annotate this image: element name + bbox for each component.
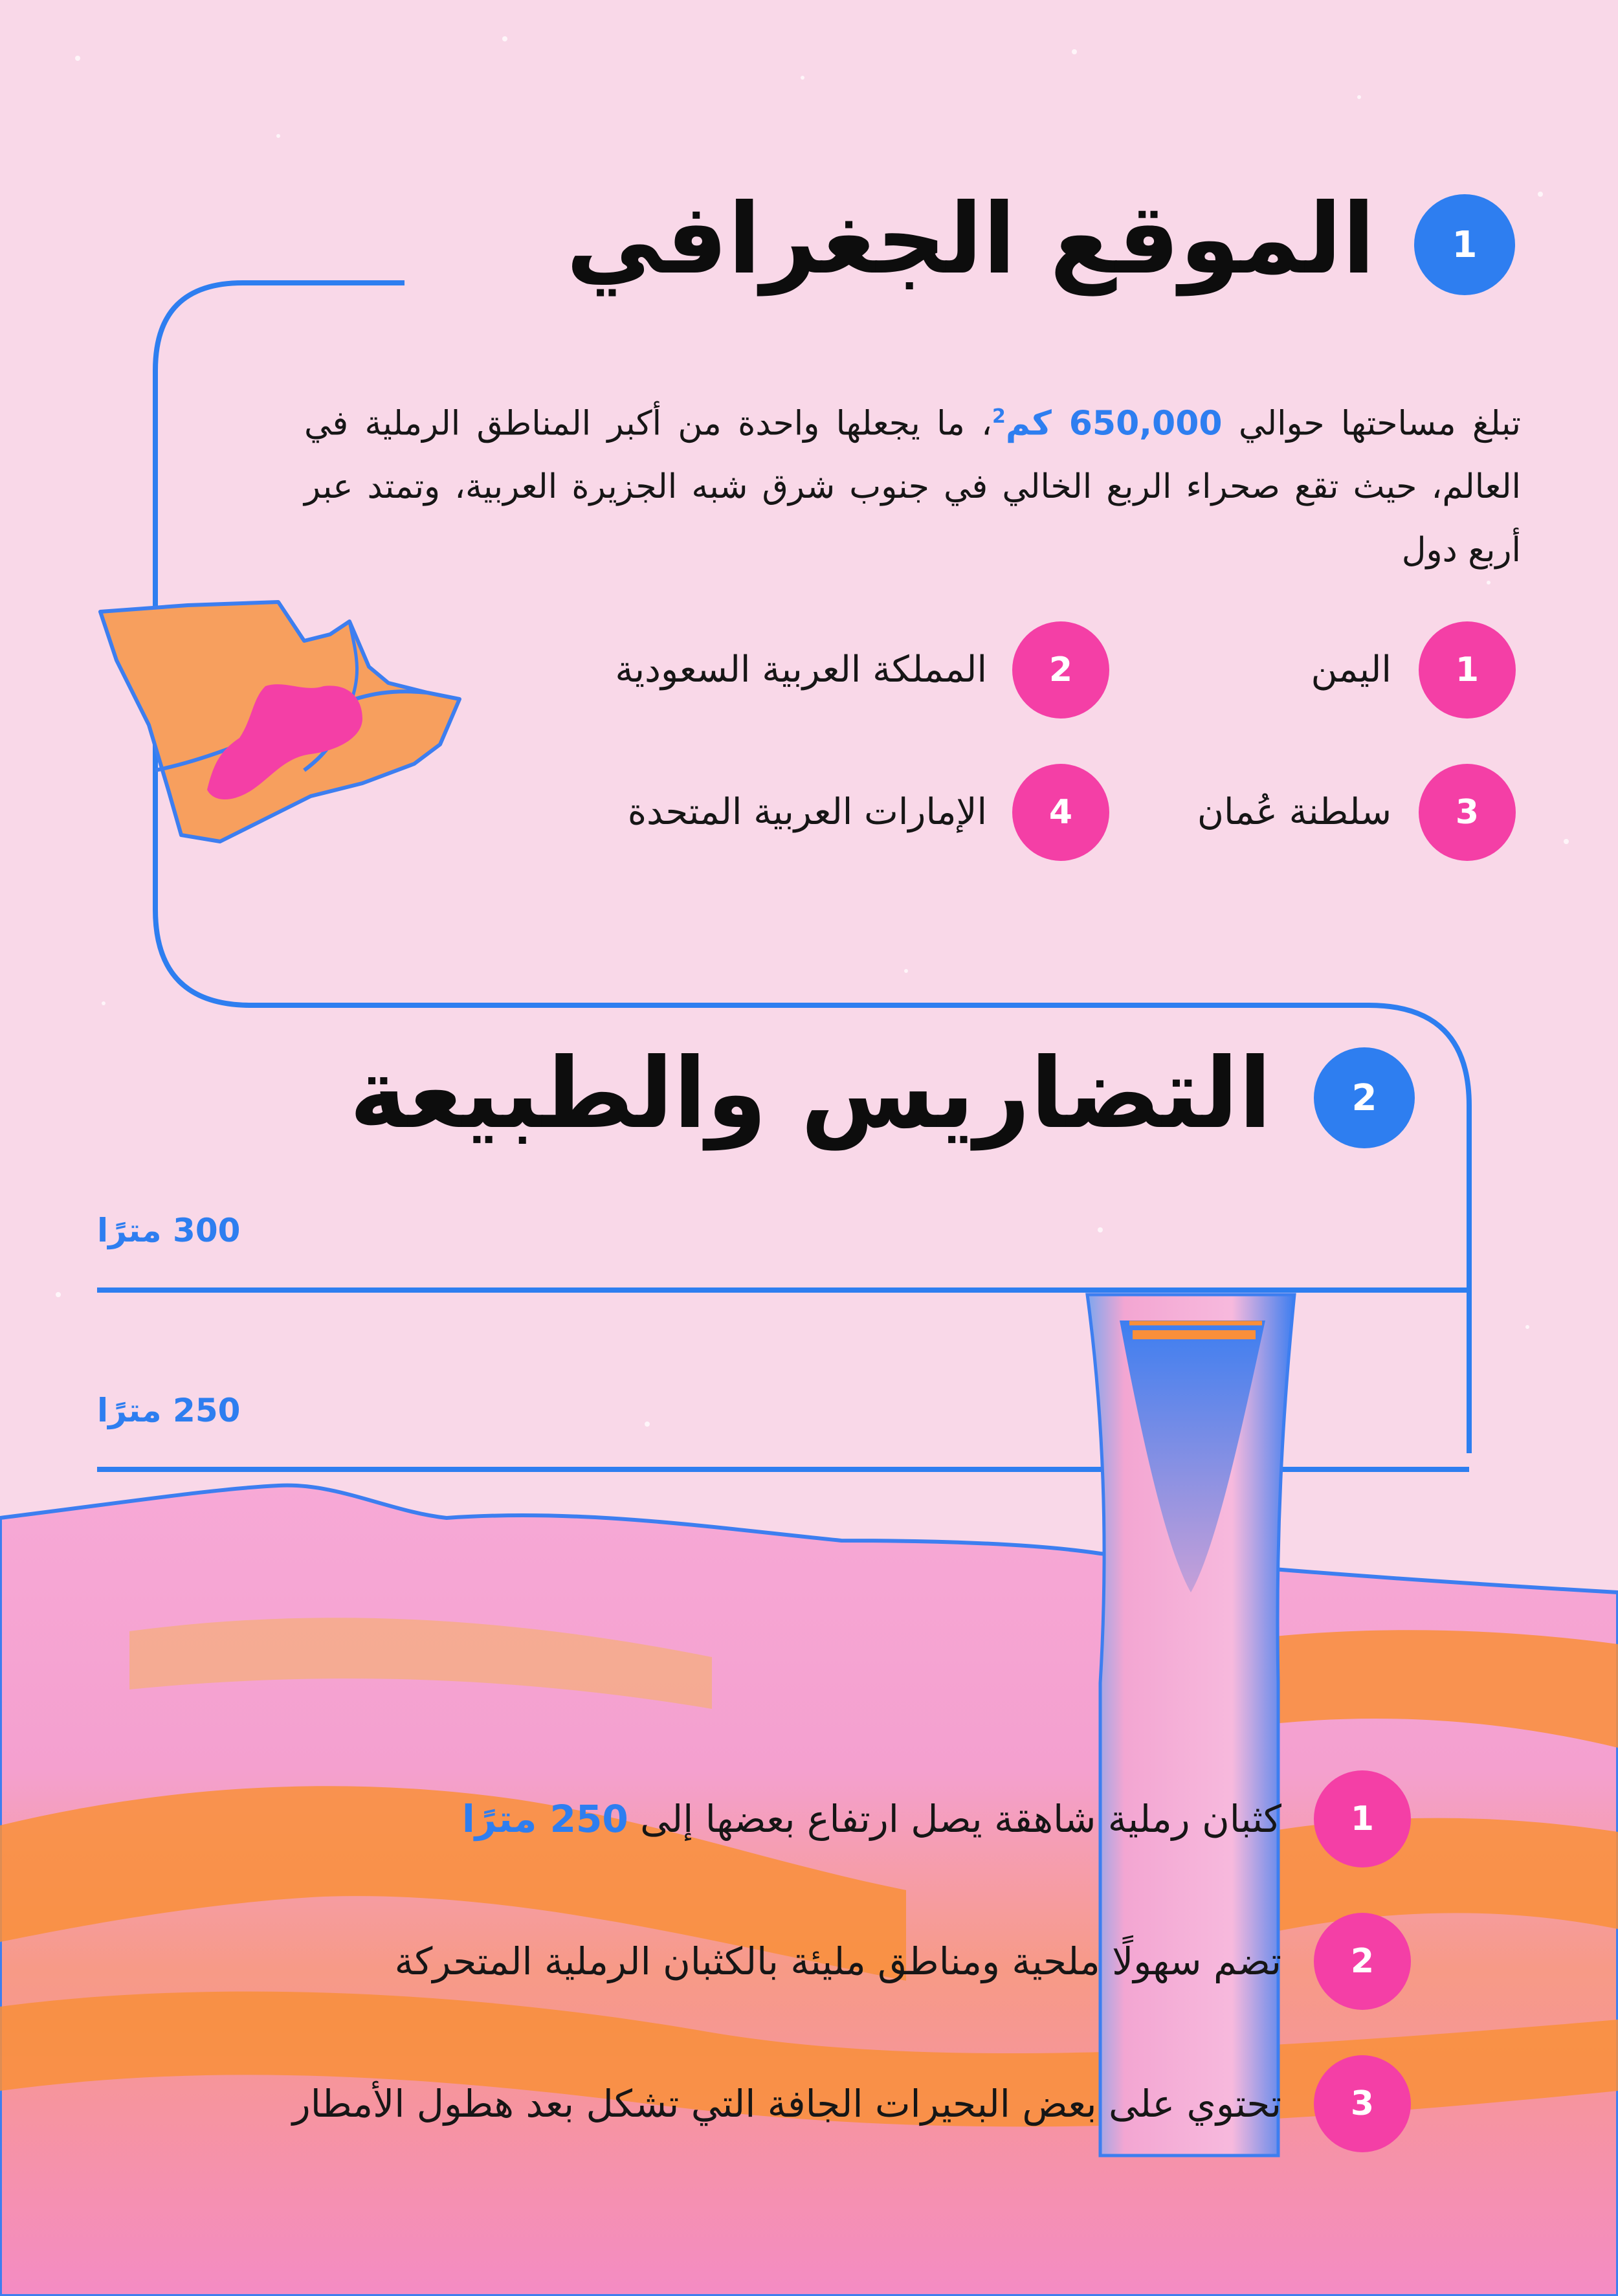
elevation-label-250: 250 مترًا bbox=[97, 1392, 241, 1429]
fact-highlight: 250 مترًا bbox=[461, 1797, 628, 1841]
country-name: المملكة العربية السعودية bbox=[615, 649, 987, 691]
section1-number: 1 bbox=[1452, 223, 1478, 266]
fact-text: تحتوي على بعض البحيرات الجافة التي تشكل بعد هطول الأمطار bbox=[292, 2082, 1281, 2126]
country-number-badge: 4 bbox=[1012, 764, 1109, 861]
fact-number-badge: 2 bbox=[1314, 1913, 1411, 2010]
area-superscript: 2 bbox=[992, 405, 1006, 428]
paragraph-intro: تبلغ مساحتها حوالي bbox=[1222, 404, 1521, 443]
country-number-badge: 1 bbox=[1419, 621, 1516, 719]
paragraph-rest: ، ما يجعلها واحدة من أكبر المناطق الرملية في العالم، حيث تقع صحراء الربع الخالي في جنوب شرق شبه الجزيرة العربية، وتمتد عبر أربع دول bbox=[304, 404, 1521, 570]
region-map-icon bbox=[91, 576, 466, 848]
section2-title: التضاريس والطبيعة bbox=[349, 1038, 1272, 1150]
fact-number-badge: 1 bbox=[1314, 1770, 1411, 1867]
tower-illustration bbox=[1087, 1295, 1294, 2156]
fact-text: كثبان رملية شاهقة يصل ارتفاع بعضها إلى 250 مترًا bbox=[461, 1797, 1281, 1841]
section2-number-badge bbox=[1314, 1047, 1415, 1148]
fact-text: تضم سهولًا ملحية ومناطق مليئة بالكثبان الرملية المتحركة bbox=[394, 1939, 1281, 1983]
section1-paragraph bbox=[304, 385, 1521, 582]
elevation-label-300: 300 مترًا bbox=[97, 1212, 241, 1249]
section1-title: الموقع الجغرافي bbox=[566, 183, 1375, 296]
section2-number: 2 bbox=[1351, 1076, 1377, 1119]
country-name: اليمن bbox=[1311, 649, 1391, 691]
country-name: سلطنة عُمان bbox=[1197, 791, 1391, 833]
area-value: 650,000 كم bbox=[1005, 404, 1223, 443]
fact-number-badge: 3 bbox=[1314, 2055, 1411, 2152]
country-number-badge: 2 bbox=[1012, 621, 1109, 719]
section1-number-badge bbox=[1414, 194, 1515, 295]
country-name: الإمارات العربية المتحدة bbox=[627, 791, 987, 833]
country-number-badge: 3 bbox=[1419, 764, 1516, 861]
